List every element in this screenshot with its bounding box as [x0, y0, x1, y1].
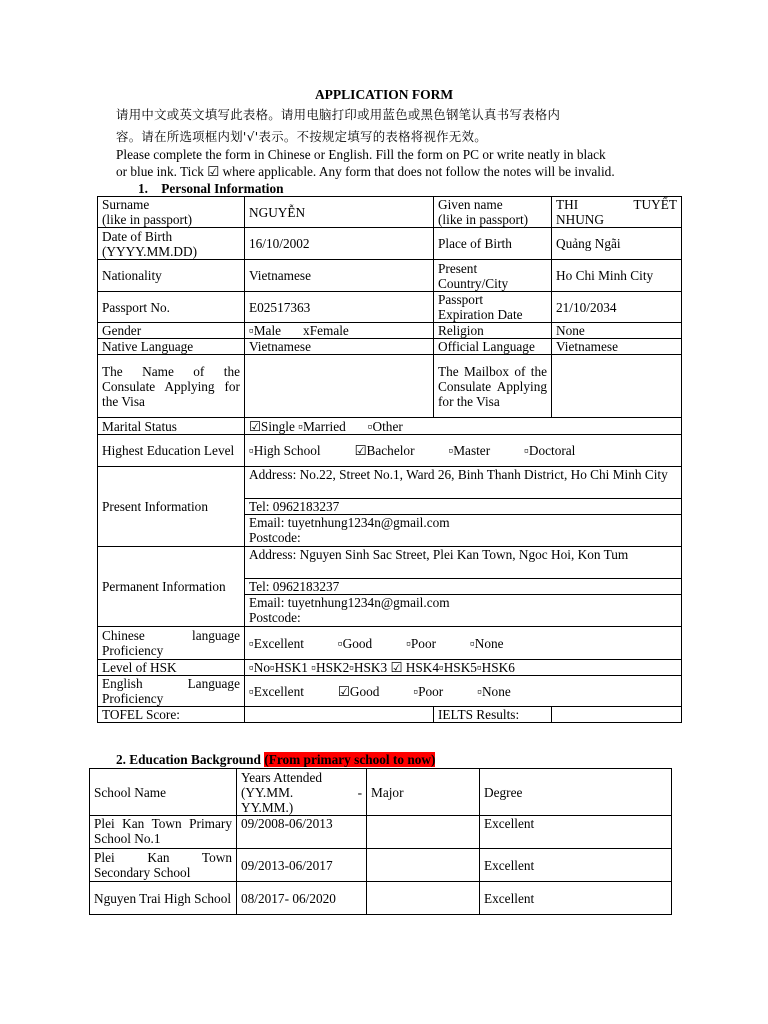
table-row: [98, 339, 682, 355]
instructions-zh-line-1: 请用中文或英文填写此表格。请用电脑打印或用蓝色或黑色钢笔认真书写表格内: [116, 107, 561, 122]
ielts-results-field[interactable]: [552, 707, 682, 723]
major-cell[interactable]: [367, 882, 480, 915]
surname-field[interactable]: NGUYỄN: [245, 197, 434, 228]
native-language-label: Native Language: [98, 339, 245, 355]
school-name-cell[interactable]: Plei Kan Town Secondary School: [90, 849, 237, 882]
present-email-field[interactable]: Email: tuyetnhung1234n@gmail.com: [249, 515, 450, 530]
gender-label: Gender: [98, 323, 245, 339]
years-attended-cell[interactable]: 08/2017- 06/2020: [237, 882, 367, 915]
table-row: [98, 418, 682, 435]
education-level-field[interactable]: [245, 435, 682, 467]
education-background-note: (From primary school to now): [264, 752, 436, 767]
permanent-information-field: [245, 547, 682, 627]
table-row: [98, 292, 682, 323]
table-row: [90, 816, 672, 849]
marital-status-field[interactable]: [245, 418, 682, 435]
present-address-field[interactable]: Address: No.22, Street No.1, Ward 26, Binh Thanh District, Ho Chi Minh City: [249, 467, 668, 482]
english-proficiency-field[interactable]: [245, 676, 682, 707]
english-excellent-checkbox[interactable]: ▫Excellent: [249, 683, 304, 699]
education-background-table: [89, 768, 672, 915]
edu-master-checkbox[interactable]: ▫Master: [448, 443, 491, 458]
tofel-score-field[interactable]: [245, 707, 434, 723]
major-cell[interactable]: [367, 849, 480, 882]
consulate-name-field[interactable]: [245, 355, 434, 418]
chinese-good-checkbox[interactable]: ▫Good: [337, 635, 373, 651]
form-title: APPLICATION FORM: [314, 87, 454, 102]
chinese-proficiency-label: Chinese language Proficiency: [98, 627, 245, 660]
gender-male-checkbox[interactable]: ▫Male: [249, 323, 282, 338]
dob-label: Date of Birth (YYYY.MM.DD): [98, 228, 245, 260]
table-row: [98, 197, 682, 228]
table-row: [98, 228, 682, 260]
english-none-checkbox[interactable]: ▫None: [477, 683, 511, 699]
table-row: [98, 660, 682, 676]
education-background-heading: 2. Education Background (From primary school to now): [116, 752, 436, 767]
consulate-name-label: The Name of the Consulate Applying for the Visa: [98, 355, 245, 418]
english-poor-checkbox[interactable]: ▫Poor: [413, 683, 444, 699]
permanent-email-postcode: [245, 594, 681, 626]
passport-field[interactable]: E02517363: [245, 292, 434, 323]
table-row: [98, 355, 682, 418]
surname-label: Surname (like in passport): [98, 197, 245, 228]
education-level-label: Highest Education Level: [98, 435, 245, 467]
ielts-results-label: IELTS Results:: [434, 707, 552, 723]
degree-cell[interactable]: Excellent: [480, 849, 672, 882]
table-row: [98, 467, 682, 547]
instructions-en-line-1: Please complete the form in Chinese or English. Fill the form on PC or write neatly in black: [116, 147, 606, 162]
column-header-school: School Name: [90, 769, 237, 816]
table-row: [98, 435, 682, 467]
consulate-mailbox-label: The Mailbox of the Consulate Applying for the Visa: [434, 355, 552, 418]
present-country-label: Present Country/City: [434, 260, 552, 292]
column-header-degree: Degree: [480, 769, 672, 816]
edu-high-school-checkbox[interactable]: ▫High School: [249, 443, 321, 458]
place-of-birth-field[interactable]: Quảng Ngãi: [552, 228, 682, 260]
column-header-years: Years Attended (YY.MM. - YY.MM.): [237, 769, 367, 816]
place-of-birth-label: Place of Birth: [434, 228, 552, 260]
years-attended-cell[interactable]: 09/2008-06/2013: [237, 816, 367, 849]
given-name-label: Given name (like in passport): [434, 197, 552, 228]
personal-information-table: [97, 196, 682, 723]
chinese-excellent-checkbox[interactable]: ▫Excellent: [249, 635, 304, 651]
present-information-field: [245, 467, 682, 547]
gender-female-checkbox[interactable]: xFemale: [303, 323, 349, 338]
permanent-address-field[interactable]: Address: Nguyen Sinh Sac Street, Plei Kan Town, Ngoc Hoi, Kon Tum: [249, 547, 629, 562]
official-language-field[interactable]: Vietnamese: [552, 339, 682, 355]
instructions-en-line-2: or blue ink. Tick ☑ where applicable. Any form that does not follow the notes will be invalid.: [116, 164, 615, 179]
years-attended-cell[interactable]: 09/2013-06/2017: [237, 849, 367, 882]
consulate-mailbox-field[interactable]: [552, 355, 682, 418]
present-postcode-field[interactable]: Postcode:: [249, 530, 301, 545]
instructions-zh-line-2: 容。请在所选项框内划'√'表示。不按规定填写的表格将视作无效。: [116, 129, 487, 144]
chinese-none-checkbox[interactable]: ▫None: [470, 635, 504, 651]
column-header-major: Major: [367, 769, 480, 816]
present-tel-field[interactable]: Tel: 0962183237: [245, 498, 681, 514]
permanent-information-label: Permanent Information: [98, 547, 245, 627]
school-name-cell[interactable]: Plei Kan Town Primary School No.1: [90, 816, 237, 849]
marital-status-label: Marital Status: [98, 418, 245, 435]
personal-information-heading: 1. Personal Information: [138, 181, 284, 196]
marital-single-checkbox[interactable]: ☑Single: [249, 418, 295, 434]
permanent-email-field[interactable]: Email: tuyetnhung1234n@gmail.com: [249, 595, 450, 610]
religion-label: Religion: [434, 323, 552, 339]
present-information-label: Present Information: [98, 467, 245, 547]
table-row: [98, 627, 682, 660]
table-row: [90, 849, 672, 882]
dob-field[interactable]: 16/10/2002: [245, 228, 434, 260]
nationality-label: Nationality: [98, 260, 245, 292]
table-row: [98, 547, 682, 627]
english-proficiency-label: English Language Proficiency: [98, 676, 245, 707]
passport-label: Passport No.: [98, 292, 245, 323]
chinese-poor-checkbox[interactable]: ▫Poor: [406, 635, 437, 651]
passport-expiration-field[interactable]: 21/10/2034: [552, 292, 682, 323]
official-language-label: Official Language: [434, 339, 552, 355]
edu-doctoral-checkbox[interactable]: ▫Doctoral: [524, 443, 576, 458]
hsk-level-label: Level of HSK: [98, 660, 245, 676]
table-row: [98, 707, 682, 723]
nationality-field[interactable]: Vietnamese: [245, 260, 434, 292]
degree-cell[interactable]: Excellent: [480, 882, 672, 915]
english-good-checkbox[interactable]: ☑Good: [337, 683, 380, 699]
marital-married-checkbox[interactable]: ▫Married: [298, 418, 346, 434]
major-cell[interactable]: [367, 816, 480, 849]
gender-field[interactable]: [245, 323, 434, 339]
present-country-field[interactable]: Ho Chi Minh City: [552, 260, 682, 292]
given-name-field[interactable]: THI TUYẾT NHUNG: [552, 197, 682, 228]
table-row: [98, 676, 682, 707]
edu-bachelor-checkbox[interactable]: ☑Bachelor: [354, 443, 415, 458]
school-name-cell[interactable]: Nguyen Trai High School: [90, 882, 237, 915]
religion-field[interactable]: None: [552, 323, 682, 339]
hsk-level-field[interactable]: ▫No▫HSK1 ▫HSK2▫HSK3 ☑ HSK4▫HSK5▫HSK6: [245, 660, 682, 676]
present-email-postcode: [245, 514, 681, 546]
tofel-score-label: TOFEL Score:: [98, 707, 245, 723]
table-row: [98, 260, 682, 292]
chinese-proficiency-field[interactable]: [245, 627, 682, 660]
table-row: [90, 882, 672, 915]
table-row: [98, 323, 682, 339]
permanent-tel-field[interactable]: Tel: 0962183237: [245, 578, 681, 594]
marital-other-checkbox[interactable]: ▫Other: [367, 418, 403, 434]
passport-expiration-label: Passport Expiration Date: [434, 292, 552, 323]
degree-cell[interactable]: Excellent: [480, 816, 672, 849]
table-header-row: [90, 769, 672, 816]
permanent-postcode-field[interactable]: Postcode:: [249, 610, 301, 625]
native-language-field[interactable]: Vietnamese: [245, 339, 434, 355]
